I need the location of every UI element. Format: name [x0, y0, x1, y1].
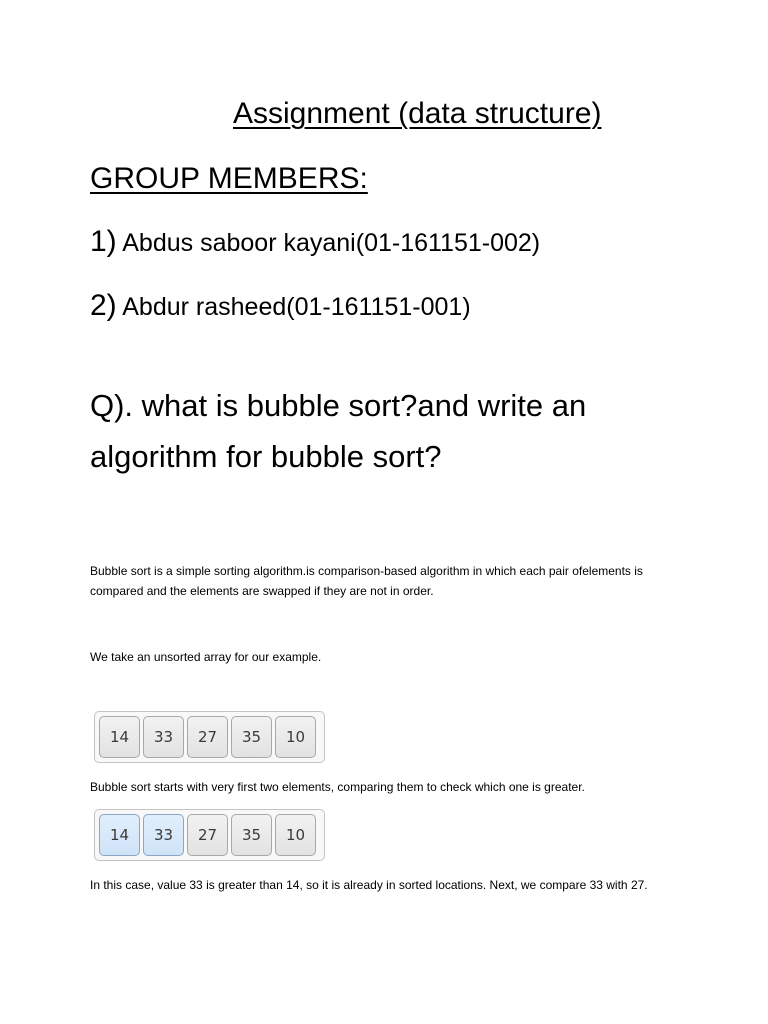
member-name: Abdus saboor kayani(01-161151-002): [116, 229, 541, 257]
member-1: [90, 225, 540, 259]
array-cell: 27: [187, 814, 228, 856]
paragraph-unsorted-array: We take an unsorted array for our example.: [90, 650, 322, 664]
array-cell: 35: [231, 716, 272, 758]
array-cell: 14: [99, 814, 140, 856]
paragraph-second-comparison: In this case, value 33 is greater than 14, so it is already in sorted locations. Next, we compare 33 with 27.: [90, 878, 648, 892]
array-cell: 10: [275, 716, 316, 758]
array-cell: 14: [99, 716, 140, 758]
question-heading: Q). what is bubble sort?and write an algorithm for bubble sort?: [90, 388, 587, 474]
array-cell: 33: [143, 716, 184, 758]
paragraph-first-comparison: Bubble sort starts with very first two elements, comparing them to check which one is greater.: [90, 780, 585, 794]
array-figure-compare: [94, 809, 325, 861]
paragraph-definition: Bubble sort is a simple sorting algorithm.is comparison-based algorithm in which each pair ofelements is compared and the elements are swapped if they are not in order.: [90, 564, 643, 598]
member-number: 2): [90, 289, 117, 322]
member-name: Abdur rasheed(01-161151-001): [116, 293, 471, 321]
array-cell: 35: [231, 814, 272, 856]
group-members-heading: GROUP MEMBERS:: [90, 162, 368, 195]
member-number: 1): [90, 225, 117, 258]
member-2: [90, 289, 471, 323]
document-title: Assignment (data structure): [233, 97, 602, 130]
array-cell: 10: [275, 814, 316, 856]
array-figure-unsorted: [94, 711, 325, 763]
array-cell: 27: [187, 716, 228, 758]
array-cell: 33: [143, 814, 184, 856]
